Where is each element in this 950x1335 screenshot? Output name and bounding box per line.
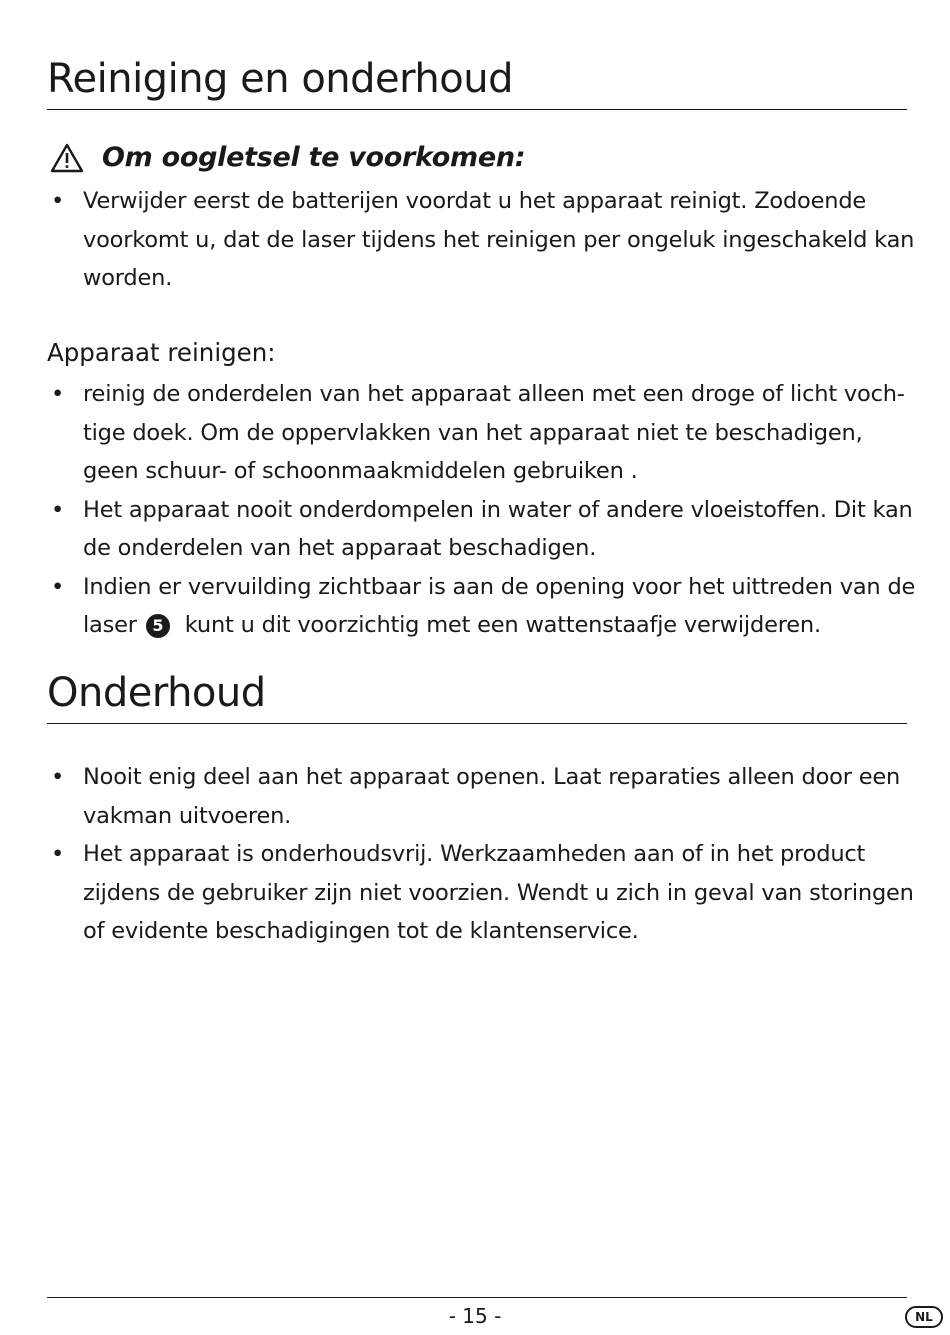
list-item-text: Indien er vervuilding zichtbaar is aan de opening voor het uittreden van de laser [83,573,916,638]
section-title-cleaning: Reiniging en onderhoud [47,56,513,102]
maintenance-list [47,758,917,951]
bullet: • [51,381,65,407]
section-title-maintenance: Onderhoud [47,670,266,716]
list-item-text: Het apparaat is onderhoudsvrij. Werkzaamheden aan of in het product zijdens de gebruiker zijn niet voorzien. Wendt u zich in geval van storingen of evidente beschadigingen tot de klantenservice. [83,841,914,944]
cleaning-list [47,375,917,645]
list-item-text: Verwijder eerst de batterijen voordat u het apparaat reinigt. Zodoende voorkomt u, dat de laser tijdens het reinigen per ongeluk ingeschakeld kan worden. [83,188,915,291]
footer-divider [47,1297,907,1298]
list-item [47,182,917,298]
list-item-text: kunt u dit voorzichtig met een wattenstaafje verwijderen. [184,612,821,638]
list-item [47,835,917,951]
list-item-text: Het apparaat nooit onderdompelen in water of andere vloeistoffen. Dit kan de onderdelen van het apparaat beschadigen. [83,496,913,561]
bullet: • [51,496,65,523]
bullet: • [51,764,65,790]
warning-list [47,182,917,298]
part-reference-badge: 5 [146,614,170,638]
list-item-text: Nooit enig deel aan het apparaat openen. Laat reparaties alleen door een vakman uitvoeren. [83,764,901,829]
bullet: • [51,188,65,214]
language-badge: NL [905,1306,943,1328]
page-number: - 15 - [448,1304,502,1328]
subheading-cleaning: Apparaat reinigen: [47,338,276,367]
list-item [47,758,917,835]
list-item [47,491,917,568]
title-divider [47,109,907,110]
bullet: • [51,841,65,867]
list-item-text: reinig de onderdelen van het apparaat alleen met een droge of licht voch-tige doek. Om de oppervlakken van het apparaat niet te beschadigen, geen schuur- of schoonmaakmiddelen gebruiken . [83,381,905,484]
bullet: • [51,573,65,600]
warning-heading [50,142,525,173]
list-item [47,568,917,645]
warning-title: Om oogletsel te voorkomen: [102,142,526,173]
warning-triangle-icon [50,143,84,173]
list-item [47,375,917,491]
title-divider [47,723,907,724]
